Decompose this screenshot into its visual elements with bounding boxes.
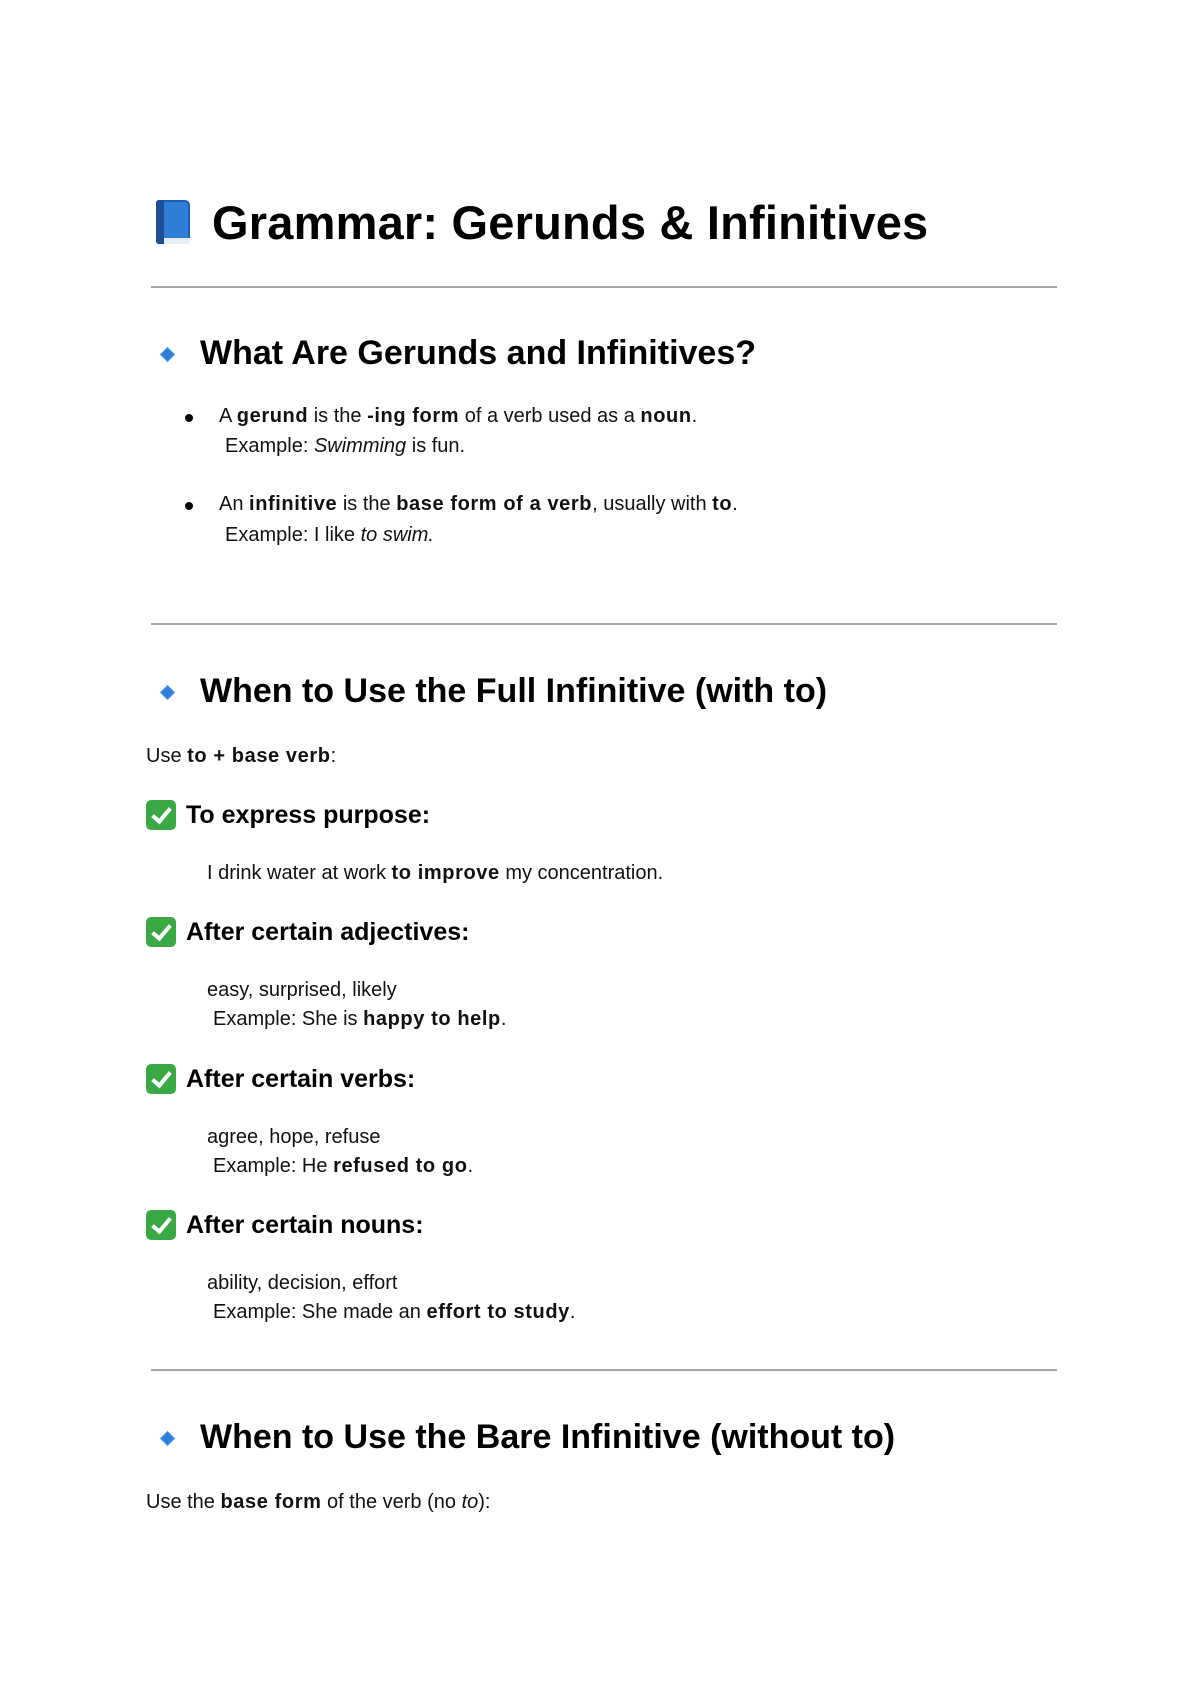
section-intro: Use the base form of the verb (no to): (146, 1491, 491, 1513)
bullet-icon (185, 502, 193, 510)
section-intro: Use to + base verb: (146, 745, 337, 767)
check-mark-button-icon (146, 1210, 176, 1240)
rule-heading-text: To express purpose: (186, 800, 431, 829)
check-mark-button-icon (146, 1064, 176, 1094)
word-list: easy, surprised, likely (207, 979, 397, 1001)
blue-book-icon (152, 198, 192, 246)
rule-heading-text: After certain verbs: (186, 1064, 416, 1093)
word-list: agree, hope, refuse (207, 1126, 381, 1148)
small-blue-diamond-icon (160, 685, 174, 699)
section-heading-text: What Are Gerunds and Infinitives? (200, 334, 757, 372)
rule-heading-text: After certain adjectives: (186, 917, 470, 946)
small-blue-diamond-icon (160, 1431, 174, 1445)
rule-heading (146, 1210, 424, 1240)
rule-heading (146, 1064, 415, 1094)
horizontal-rule (151, 286, 1057, 288)
check-mark-button-icon (146, 917, 176, 947)
rule-heading-text: After certain nouns: (186, 1210, 424, 1239)
rule-heading (146, 800, 430, 830)
example-line: I drink water at work to improve my concentration. (207, 862, 664, 884)
example-line: Example: Swimming is fun. (225, 435, 466, 457)
word-list: ability, decision, effort (207, 1272, 398, 1294)
example-line: Example: She made an effort to study. (213, 1301, 576, 1323)
check-mark-button-icon (146, 800, 176, 830)
section-heading-text: When to Use the Bare Infinitive (without to) (200, 1418, 896, 1456)
title-text: Grammar: Gerunds & Infinitives (212, 195, 929, 249)
list-item: An infinitive is the base form of a verb, usually with to. (219, 493, 738, 515)
section-heading (152, 334, 756, 373)
section-heading-text: When to Use the Full Infinitive (with to) (200, 672, 828, 710)
horizontal-rule (151, 1369, 1057, 1371)
small-blue-diamond-icon (160, 347, 174, 361)
section-heading (152, 1418, 895, 1457)
bullet-icon (185, 414, 193, 422)
list-item: A gerund is the -ing form of a verb used as a noun. (219, 405, 698, 427)
document-title (152, 192, 928, 252)
example-line: Example: She is happy to help. (213, 1008, 507, 1030)
example-line: Example: He refused to go. (213, 1155, 474, 1177)
section-heading (152, 672, 827, 711)
example-line: Example: I like to swim. (225, 524, 434, 546)
rule-heading (146, 917, 469, 947)
horizontal-rule (151, 623, 1057, 625)
